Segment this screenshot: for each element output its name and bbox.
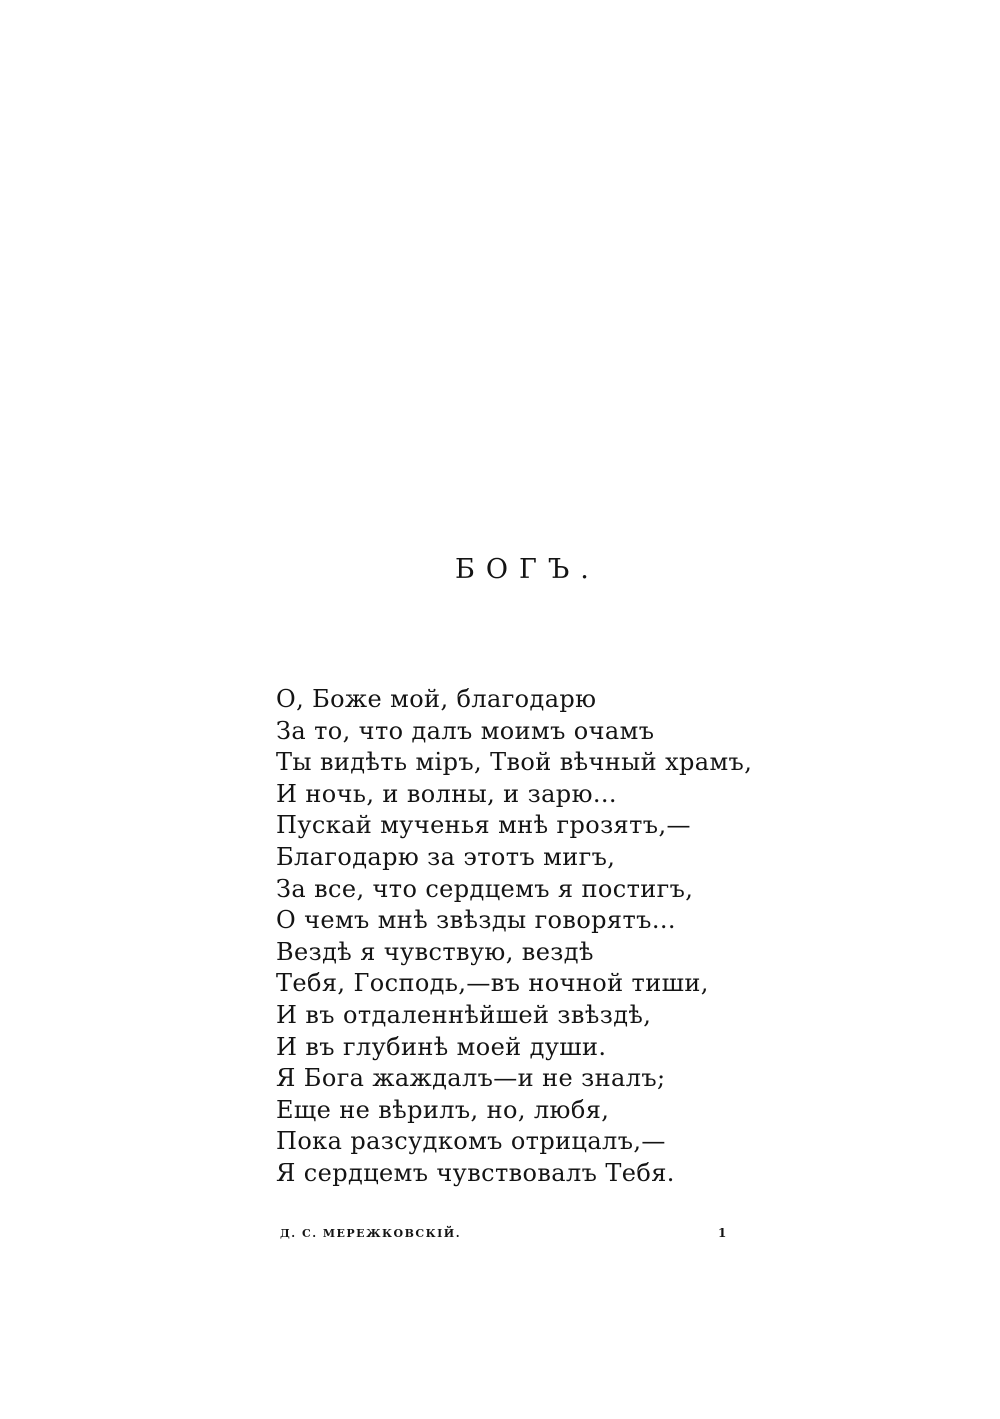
poem-line: О чемъ мнѣ звѣзды говорятъ...	[276, 906, 676, 935]
poem-line: Вездѣ я чувствую, вездѣ	[276, 937, 594, 966]
poem-title: БОГЪ.	[455, 554, 600, 585]
poem-body	[276, 684, 752, 1190]
poem-line: И въ отдаленнѣйшей звѣздѣ,	[276, 1000, 652, 1029]
poem-line: Тебя, Господь,—въ ночной тиши,	[276, 969, 709, 998]
sheet-mark: 1	[718, 1226, 727, 1240]
poem-line: За все, что сердцемъ я постигъ,	[276, 874, 694, 903]
poem-line: Пускай мученья мнѣ грозятъ,—	[276, 811, 691, 840]
poem-line: И въ глубинѣ моей души.	[276, 1032, 607, 1061]
poem-line: Благодарю за этотъ мигъ,	[276, 842, 616, 871]
poem-line: Я сердцемъ чувствовалъ Тебя.	[276, 1158, 675, 1187]
poem-line: Пока разсудкомъ отрицалъ,—	[276, 1127, 666, 1156]
poem-line: Еще не вѣрилъ, но, любя,	[276, 1095, 610, 1124]
poem-line: О, Боже мой, благодарю	[276, 685, 597, 713]
poem-line: Ты видѣть міръ, Твой вѣчный храмъ,	[276, 748, 753, 777]
poem-line: За то, что далъ моимъ очамъ	[276, 716, 655, 745]
poem-line: Я Бога жаждалъ—и не зналъ;	[276, 1064, 666, 1093]
poem-line: И ночь, и волны, и зарю...	[276, 779, 617, 808]
footer-signature: Д. С. МЕРЕЖКОВСКІЙ.	[280, 1227, 462, 1240]
